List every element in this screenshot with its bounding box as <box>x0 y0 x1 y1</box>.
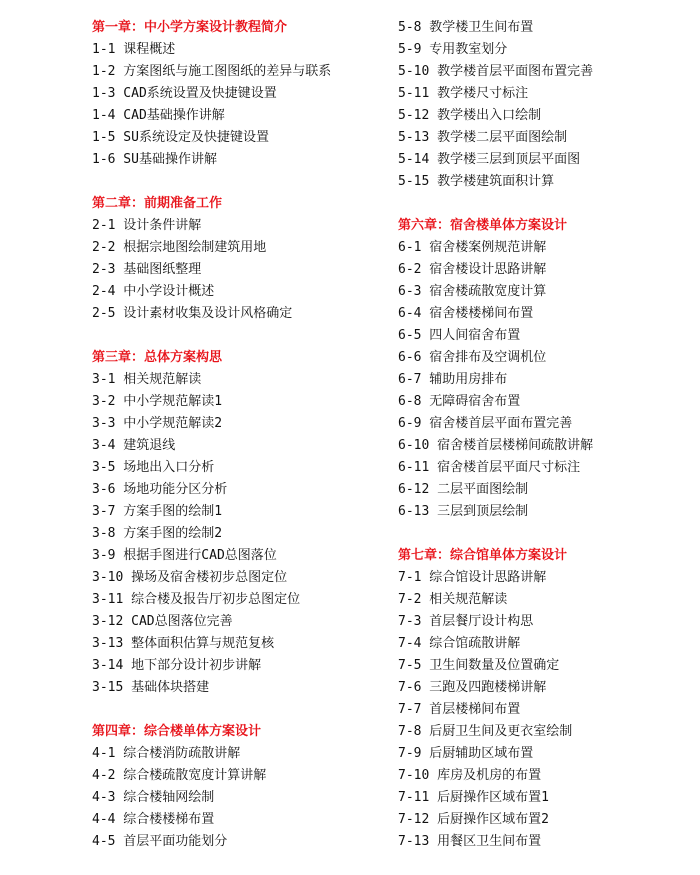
lesson-item: 7-1 综合馆设计思路讲解 <box>398 570 547 585</box>
lesson-item: 5-9 专用教室划分 <box>398 42 508 57</box>
lesson-item: 1-6 SU基础操作讲解 <box>92 152 217 167</box>
lesson-item: 3-10 操场及宿舍楼初步总图定位 <box>92 570 288 585</box>
lesson-item: 6-6 宿舍排布及空调机位 <box>398 350 547 365</box>
lesson-item: 1-1 课程概述 <box>92 42 176 57</box>
lesson-item: 5-11 教学楼尺寸标注 <box>398 86 529 101</box>
lesson-item: 1-2 方案图纸与施工图图纸的差异与联系 <box>92 64 332 79</box>
lesson-item: 6-13 三层到顶层绘制 <box>398 504 529 519</box>
lesson-item: 2-2 根据宗地图绘制建筑用地 <box>92 240 267 255</box>
lesson-item: 6-11 宿舍楼首层平面尺寸标注 <box>398 460 581 475</box>
chapter-heading: 第四章：综合楼单体方案设计 <box>92 724 262 739</box>
lesson-item: 7-11 后厨操作区域布置1 <box>398 790 549 805</box>
lesson-item: 5-13 教学楼二层平面图绘制 <box>398 130 568 145</box>
lesson-item: 4-3 综合楼轴网绘制 <box>92 790 215 805</box>
lesson-item: 6-9 宿舍楼首层平面布置完善 <box>398 416 573 431</box>
chapter-heading: 第一章：中小学方案设计教程简介 <box>92 20 288 35</box>
lesson-item: 5-8 教学楼卫生间布置 <box>398 20 534 35</box>
lesson-item: 6-7 辅助用房排布 <box>398 372 508 387</box>
lesson-item: 3-14 地下部分设计初步讲解 <box>92 658 262 673</box>
lesson-item: 3-11 综合楼及报告厅初步总图定位 <box>92 592 301 607</box>
lesson-item: 3-15 基础体块搭建 <box>92 680 210 695</box>
lesson-item: 2-4 中小学设计概述 <box>92 284 215 299</box>
lesson-item: 6-8 无障碍宿舍布置 <box>398 394 521 409</box>
lesson-item: 7-6 三跑及四跑楼梯讲解 <box>398 680 547 695</box>
chapter-block <box>92 721 392 853</box>
lesson-item: 6-2 宿舍楼设计思路讲解 <box>398 262 547 277</box>
lesson-item: 7-10 库房及机房的布置 <box>398 768 542 783</box>
lesson-item: 7-3 首层餐厅设计构思 <box>398 614 534 629</box>
lesson-item: 3-1 相关规范解读 <box>92 372 202 387</box>
chapter-heading: 第七章：综合馆单体方案设计 <box>398 548 568 563</box>
lesson-item: 3-9 根据手图进行CAD总图落位 <box>92 548 277 563</box>
lesson-item: 2-3 基础图纸整理 <box>92 262 202 277</box>
chapter-block <box>398 17 698 193</box>
lesson-item: 7-7 首层楼梯间布置 <box>398 702 521 717</box>
lesson-item: 7-8 后厨卫生间及更衣室绘制 <box>398 724 573 739</box>
lesson-item: 5-14 教学楼三层到顶层平面图 <box>398 152 581 167</box>
right-column <box>398 17 698 875</box>
lesson-item: 3-12 CAD总图落位完善 <box>92 614 233 629</box>
chapter-block <box>92 347 392 699</box>
lesson-item: 2-5 设计素材收集及设计风格确定 <box>92 306 293 321</box>
lesson-item: 7-2 相关规范解读 <box>398 592 508 607</box>
lesson-item: 2-1 设计条件讲解 <box>92 218 202 233</box>
lesson-item: 3-5 场地出入口分析 <box>92 460 215 475</box>
chapter-block <box>398 215 698 523</box>
lesson-item: 7-9 后厨辅助区域布置 <box>398 746 534 761</box>
lesson-item: 6-10 宿舍楼首层楼梯间疏散讲解 <box>398 438 594 453</box>
lesson-item: 7-5 卫生间数量及位置确定 <box>398 658 560 673</box>
lesson-item: 1-3 CAD系统设置及快捷键设置 <box>92 86 277 101</box>
chapter-block <box>398 545 698 853</box>
lesson-item: 3-8 方案手图的绘制2 <box>92 526 223 541</box>
chapter-heading: 第二章：前期准备工作 <box>92 196 223 211</box>
lesson-item: 3-2 中小学规范解读1 <box>92 394 223 409</box>
chapter-block <box>92 193 392 325</box>
lesson-item: 6-1 宿舍楼案例规范讲解 <box>398 240 547 255</box>
lesson-item: 6-5 四人间宿舍布置 <box>398 328 521 343</box>
lesson-item: 6-12 二层平面图绘制 <box>398 482 529 497</box>
lesson-item: 4-2 综合楼疏散宽度计算讲解 <box>92 768 267 783</box>
lesson-item: 3-6 场地功能分区分析 <box>92 482 228 497</box>
lesson-item: 4-5 首层平面功能划分 <box>92 834 228 849</box>
lesson-item: 1-4 CAD基础操作讲解 <box>92 108 225 123</box>
lesson-item: 3-3 中小学规范解读2 <box>92 416 223 431</box>
lesson-item: 7-12 后厨操作区域布置2 <box>398 812 549 827</box>
lesson-item: 7-4 综合馆疏散讲解 <box>398 636 521 651</box>
lesson-item: 5-12 教学楼出入口绘制 <box>398 108 542 123</box>
chapter-heading: 第六章：宿舍楼单体方案设计 <box>398 218 568 233</box>
chapter-heading: 第三章：总体方案构思 <box>92 350 223 365</box>
chapter-block <box>92 17 392 171</box>
lesson-item: 4-1 综合楼消防疏散讲解 <box>92 746 241 761</box>
lesson-item: 5-10 教学楼首层平面图布置完善 <box>398 64 594 79</box>
lesson-item: 3-4 建筑退线 <box>92 438 176 453</box>
lesson-item: 1-5 SU系统设定及快捷键设置 <box>92 130 269 145</box>
lesson-item: 7-13 用餐区卫生间布置 <box>398 834 542 849</box>
lesson-item: 4-4 综合楼楼梯布置 <box>92 812 215 827</box>
lesson-item: 3-7 方案手图的绘制1 <box>92 504 223 519</box>
lesson-item: 6-4 宿舍楼楼梯间布置 <box>398 306 534 321</box>
left-column <box>92 17 392 875</box>
lesson-item: 5-15 教学楼建筑面积计算 <box>398 174 555 189</box>
lesson-item: 6-3 宿舍楼疏散宽度计算 <box>398 284 547 299</box>
lesson-item: 3-13 整体面积估算与规范复核 <box>92 636 275 651</box>
